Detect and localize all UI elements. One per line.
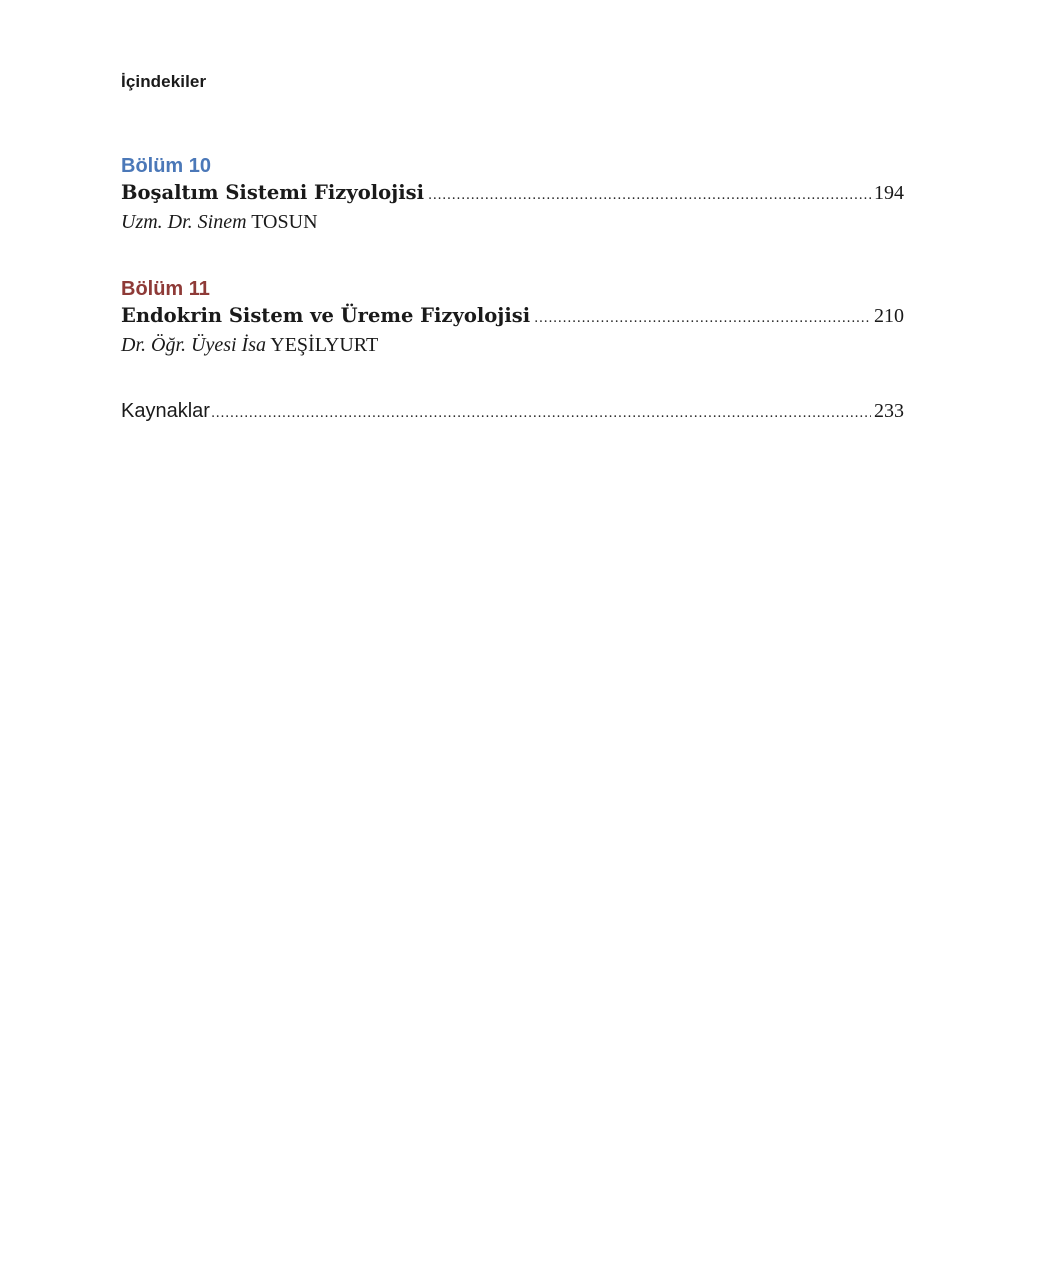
chapter-title: Endokrin Sistem ve Üreme Fizyolojisi <box>121 304 531 327</box>
dot-leader <box>211 406 871 421</box>
toc-line[interactable] <box>121 178 904 208</box>
author-surname: YEŞİLYURT <box>270 334 379 356</box>
dot-leader <box>534 311 871 326</box>
page-number: 194 <box>874 182 904 204</box>
chapter-author <box>121 208 904 236</box>
chapter-label: Bölüm 10 <box>121 155 212 177</box>
references-title: Kaynaklar <box>121 400 210 422</box>
running-head: İçindekiler <box>121 72 207 91</box>
author-name: Uzm. Dr. Sinem <box>121 211 247 233</box>
author-name: Dr. Öğr. Üyesi İsa <box>121 334 266 356</box>
dot-leader <box>428 188 871 203</box>
chapter-entry <box>121 277 904 359</box>
chapter-entry <box>121 154 904 236</box>
chapter-label: Bölüm 11 <box>121 278 210 300</box>
page-number: 210 <box>874 305 904 327</box>
toc-line[interactable] <box>121 301 904 331</box>
author-surname: TOSUN <box>251 211 318 233</box>
references-entry[interactable] <box>121 396 904 426</box>
page-number: 233 <box>874 400 904 422</box>
toc-line[interactable] <box>121 396 904 426</box>
chapter-title: Boşaltım Sistemi Fizyolojisi <box>121 181 424 204</box>
chapter-author <box>121 331 904 359</box>
